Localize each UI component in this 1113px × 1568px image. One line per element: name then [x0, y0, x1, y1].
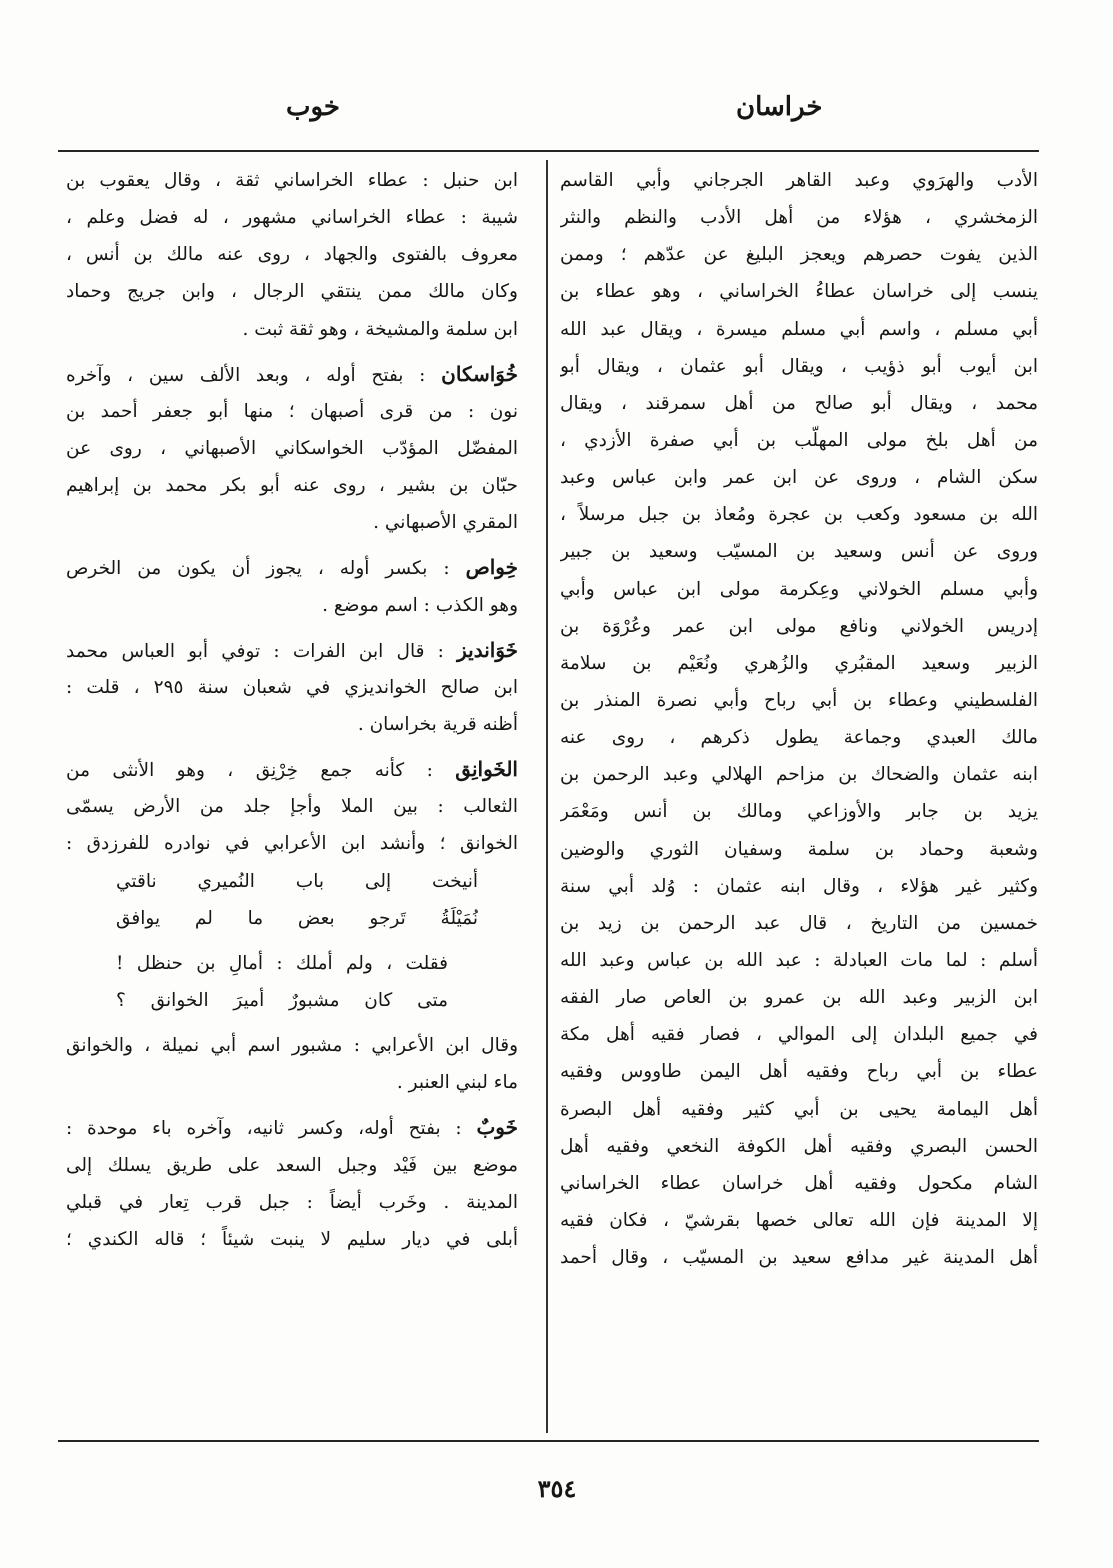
text-line: ابن أيوب أبو ذؤيب ، ويقال أبو عثمان ، ويقال أبو: [560, 355, 1038, 377]
text-line: إدريس الخولاني ونافع مولى ابن عمر وعُرْوَة بن: [560, 615, 1038, 637]
entry-headword: خُوَاسكان: [441, 361, 518, 386]
text-line: محمد ، ويقال أبو صالح من أهل سمرقند ، ويقال: [560, 392, 1038, 414]
entry-khawaniq-first-line: الخَوانِق : كأنه جمع خِرْنِق ، وهو الأنثى من: [66, 757, 518, 782]
entry-khawaskan-first-line: خُوَاسكان : بفتح أوله ، وبعد الألف سين ، وآخره: [66, 361, 518, 386]
text-line: وكان مالك ممن ينتقي الرجال ، وابن جريج وحماد: [66, 281, 518, 303]
text-line: وروى عن أنس وسعيد بن المسيّب وسعيد بن جبير: [560, 541, 1038, 563]
entry-headword: خَوبٌ: [476, 1115, 518, 1140]
text-line: ابن صالح الخوانديزي في شعبان سنة ٢٩٥ ، قلت :: [66, 676, 518, 698]
left-column: [66, 162, 518, 1258]
text-line: ابن الزبير وعبد الله بن عمرو بن العاص صار الفقه: [560, 987, 1038, 1009]
text-line: وشعبة وحماد بن سلمة وسفيان الثوري والوضين: [560, 838, 1038, 860]
poem-block-1: [66, 863, 518, 937]
text-line: وقال ابن الأعرابي : مشبور اسم أبي نميلة ، والخوانق: [66, 1035, 518, 1057]
poem-verse: أنيخت إلى باب النُميري ناقتي: [116, 870, 478, 892]
text-line: ابن سلمة والمشيخة ، وهو ثقة ثبت .: [242, 318, 518, 340]
text-line: شيبة : عطاء الخراساني مشهور ، له فضل وعلم ،: [66, 207, 518, 229]
text-line: الأدب والهرَوي وعبد القاهر الجرجاني وأبي القاسم: [560, 170, 1038, 191]
text-line: الزمخشري ، هؤلاء من أهل الأدب والنظم والنثر: [560, 207, 1038, 229]
entry-khiwas-first-line: خِواص : بكسر أوله ، يجوز أن يكون من الخرص: [66, 555, 518, 580]
entry-headword: الخَوانِق: [455, 757, 518, 782]
text-line: من أهل بلخ مولى المهلّب بن أبي صفرة الأزدي ،: [560, 429, 1038, 451]
text-line: الزبير وسعيد المقبُري والزُهري ونُعَيْم بن سلامة: [560, 652, 1038, 674]
poem-verse: متى كان مشبورٌ أميرَ الخوانق ؟: [116, 989, 448, 1011]
text-line: ابن حنبل : عطاء الخراساني ثقة ، وقال يعقوب بن: [66, 170, 518, 191]
text-line: الثعالب : بين الملا وأجإ جلد من الأرض يسمّى: [66, 796, 518, 818]
text-line: أبلى في ديار سليم لا ينبت شيئاً ؛ قاله الكندي ؛: [66, 1228, 518, 1250]
header-left-title: خوب: [286, 92, 340, 122]
entry-khawandiz-first-line: خَوَانديز : قال ابن الفرات : توفي أبو العباس محمد: [66, 637, 518, 662]
text-line: المدينة . وخَرب أيضاً : جبل قرب تِعار في قبلي: [66, 1191, 518, 1213]
text-line: خمسين من التاريخ ، قال عبد الرحمن بن زيد بن: [560, 912, 1038, 934]
text-line: أهل المدينة غير مدافع سعيد بن المسيّب ، وقال أحمد: [560, 1247, 1038, 1269]
text-line: حبّان بن بشير ، روى عنه أبو بكر محمد بن إبراهيم: [66, 475, 518, 497]
text-line: الخوانق ؛ وأنشد ابن الأعرابي في نوادره للفرزدق :: [66, 833, 518, 855]
column-divider: [546, 160, 548, 1433]
entry-khawb-first-line: خَوبٌ : بفتح أوله، وكسر ثانيه، وآخره باء موحدة :: [66, 1115, 518, 1140]
text-line: أبي مسلم ، واسم أبي مسلم ميسرة ، ويقال عبد الله: [560, 318, 1038, 340]
text-line: نون : من قرى أصبهان ؛ منها أبو جعفر أحمد بن: [66, 400, 518, 422]
text-line: الله بن مسعود وكعب بن عجرة ومُعاذ بن جبل مرسلاً ،: [560, 504, 1038, 526]
text-line: يزيد بن جابر والأوزاعي ومالك بن أنس ومَعْمَر: [560, 801, 1038, 823]
text-line: الحسن البصري وفقيه أهل الكوفة النخعي وفقيه أهل: [560, 1135, 1038, 1157]
text-line: ماء لبني العنبر .: [396, 1072, 518, 1094]
text-line: سكن الشام ، وروى عن ابن عمر وابن عباس وعبد: [560, 467, 1038, 489]
text-line: مالك العبدي وجماعة يطول ذكرهم ، روى عنه: [560, 727, 1038, 749]
entry-headword: خَوَانديز: [457, 637, 518, 662]
text-line: وهو الكذب : اسم موضع .: [322, 594, 518, 616]
text-line: عطاء بن أبي رباح وفقيه أهل اليمن طاووس وفقيه: [560, 1061, 1038, 1083]
text-line: وأبي مسلم الخولاني وعِكرمة مولى ابن عباس وأبي: [560, 578, 1038, 600]
text-line: الذين يفوت حصرهم ويعجز البليغ عن عدّهم ؛ وممن: [560, 244, 1038, 266]
text-line: معروف بالفتوى والجهاد ، روى عنه مالك بن أنس ،: [66, 244, 518, 266]
poem-block-2: [66, 945, 518, 1019]
text-line: ابنه عثمان والضحاك بن مزاحم الهلالي وعبد الرحمن بن: [560, 764, 1038, 786]
right-column: [560, 162, 1038, 1276]
footer-rule: [58, 1440, 1039, 1442]
text-line: موضع بين فَيْد وجبل السعد على طريق يسلك إلى: [66, 1154, 518, 1176]
text-line: أظنه قرية بخراسان .: [357, 713, 518, 735]
text-line: المقري الأصبهاني .: [373, 512, 518, 534]
text-line: وكثير غير هؤلاء ، وقال ابنه عثمان : وُلد أبي سنة: [560, 875, 1038, 897]
poem-verse: فقلت ، ولم أملك : أمالِ بن حنظل !: [116, 952, 448, 974]
text-line: ينسب إلى خراسان عطاءُ الخراساني ، وهو عطاء بن: [560, 281, 1038, 303]
page-number: ٣٥٤: [537, 1474, 577, 1503]
text-line: أهل اليمامة يحيى بن أبي كثير وفقيه أهل البصرة: [560, 1098, 1038, 1120]
header-rule: [58, 150, 1039, 152]
header-right-title: خراسان: [736, 92, 823, 122]
text-line: إلا المدينة فإن الله تعالى خصها بقرشيّ ، فكان فقيه: [560, 1209, 1038, 1231]
text-line: في جميع البلدان إلى الموالي ، فصار فقيه أهل مكة: [560, 1024, 1038, 1046]
text-line: الشام مكحول وفقيه أهل خراسان عطاء الخراساني: [560, 1172, 1038, 1194]
entry-headword: خِواص: [465, 555, 518, 580]
text-line: أسلم : لما مات العبادلة : عبد الله بن عباس وعبد الله: [560, 949, 1038, 971]
poem-verse: نُمَيْلَةُ تَرجو بعض ما لم يوافق: [116, 907, 478, 929]
text-line: المفضّل المؤدّب الخواسكاني الأصبهاني ، روى عن: [66, 437, 518, 459]
text-line: الفلسطيني وعطاء بن أبي رباح وأبي نصرة المنذر بن: [560, 689, 1038, 711]
